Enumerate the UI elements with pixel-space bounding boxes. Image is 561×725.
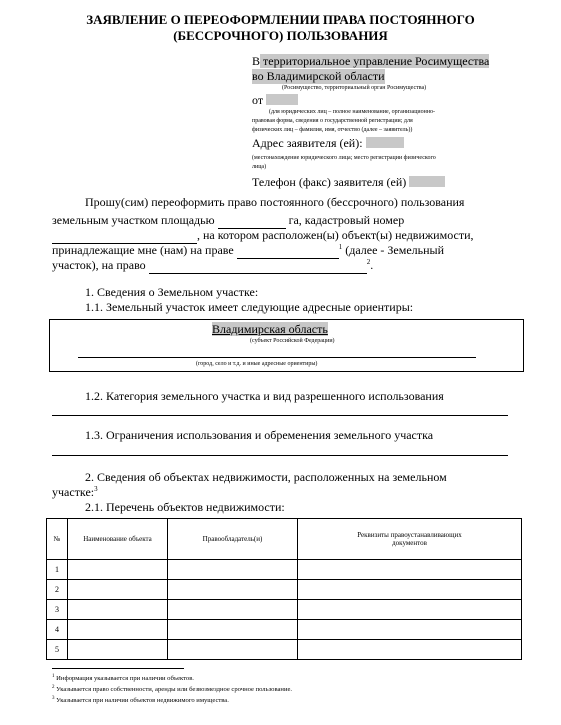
- objects-table: [46, 518, 522, 660]
- cadastral-number-field[interactable]: [52, 228, 197, 244]
- from-field[interactable]: [266, 94, 298, 105]
- addressee-to-prefix: В: [252, 54, 261, 68]
- body-line1: Прошу(сим) переоформить право постоянного (бессрочного) пользования: [85, 195, 465, 209]
- category-line[interactable]: [52, 415, 508, 416]
- address-hint-2: лица): [252, 164, 267, 170]
- section2-heading-line1: 2. Сведения об объектах недвижимости, расположенных на земельном: [85, 470, 447, 484]
- new-right-field[interactable]: [149, 258, 367, 274]
- row-number: 3: [47, 600, 68, 620]
- body-line5: участок), на право $^2$.: [52, 258, 374, 272]
- addressee-to-hint: (Росимущество, территориальный орган Росимущества): [282, 85, 427, 91]
- region-value[interactable]: Владимирская область: [212, 322, 328, 336]
- header-documents: Реквизиты правоустанавливающих документов: [298, 519, 522, 560]
- row-number: 1: [47, 560, 68, 580]
- footnote-ref-2: 2: [366, 258, 371, 266]
- row-number: 5: [47, 640, 68, 660]
- document-title-line1: ЗАЯВЛЕНИЕ О ПЕРЕОФОРМЛЕНИИ ПРАВА ПОСТОЯННОГО: [86, 12, 475, 27]
- addressee-to-line1: [252, 54, 489, 69]
- section1-heading: 1. Сведения о Земельном участке:: [85, 285, 259, 299]
- restrictions-line[interactable]: [52, 455, 508, 456]
- footnote-ref-1: 1: [338, 243, 343, 251]
- from-hint-2: правовая форма, сведения о государственной регистрации; для: [252, 118, 413, 124]
- table-row: [47, 620, 522, 640]
- from-hint-3: физических лиц – фамилия, имя, отчество (далее – заявитель)): [252, 127, 413, 133]
- section1-sub1: 1.1. Земельный участок имеет следующие адресные ориентиры:: [85, 300, 414, 314]
- addressee-to-line2: во Владимирской области: [252, 69, 385, 83]
- area-field[interactable]: [218, 213, 286, 229]
- address-row: [252, 136, 404, 151]
- address-hint-1: (местонахождение юридического лица; место регистрации физического: [252, 155, 436, 161]
- from-row: [252, 93, 298, 108]
- row-number: 4: [47, 620, 68, 640]
- body-line3: , на котором расположен(ы) объект(ы) недвижимости,: [52, 228, 474, 244]
- phone-field[interactable]: [409, 176, 445, 187]
- phone-label: Телефон (факс) заявителя (ей): [252, 175, 407, 189]
- objects-table-header: [47, 519, 522, 560]
- document-title-line2: (БЕССРОЧНОГО) ПОЛЬЗОВАНИЯ: [173, 28, 388, 43]
- table-row: [47, 600, 522, 620]
- section2-heading-line2: участке:$^3$: [52, 485, 98, 499]
- section1-sub3: 1.3. Ограничения использования и обременения земельного участка: [85, 428, 434, 442]
- row-number: 2: [47, 580, 68, 600]
- footnote-1: $^1$ Информация указывается при наличии объектов.: [52, 674, 194, 683]
- table-row: [47, 580, 522, 600]
- address-field[interactable]: [366, 137, 404, 148]
- address-label: Адрес заявителя (ей):: [252, 136, 363, 150]
- table-row: [47, 560, 522, 580]
- body-line2: земельным участком площадью га, кадастровый номер: [52, 213, 405, 227]
- region-hint: (субъект Российской Федерации): [250, 338, 335, 344]
- city-line[interactable]: [78, 357, 476, 358]
- city-hint: (город, село и т.д. и иные адресные ориентиры): [196, 361, 318, 367]
- addressee-to-name: территориальное управление Росимущества: [260, 54, 490, 68]
- current-right-field[interactable]: [237, 243, 339, 259]
- body-line4: принадлежащие мне (нам) на праве $^1$ (далее - Земельный: [52, 243, 445, 257]
- footnote-separator: [52, 668, 184, 669]
- table-row: [47, 640, 522, 660]
- phone-row: [252, 175, 445, 190]
- from-hint-1: (для юридических лиц – полное наименование, организационно-: [269, 109, 436, 115]
- header-owner: Правообладатель(и): [168, 519, 298, 560]
- header-object-name: Наименование объекта: [68, 519, 168, 560]
- footnote-3: $^3$ Указывается при наличии объектов недвижимого имущества.: [52, 696, 229, 705]
- header-number: №: [47, 519, 68, 560]
- section2-sub1: 2.1. Перечень объектов недвижимости:: [85, 500, 285, 514]
- section1-sub2: 1.2. Категория земельного участка и вид разрешенного использования: [85, 389, 444, 403]
- footnote-2: $^2$ Указывается право собственности, аренды или безвозмездное срочное пользование.: [52, 685, 293, 694]
- footnote-ref-3: 3: [94, 485, 98, 493]
- from-label: от: [252, 93, 264, 107]
